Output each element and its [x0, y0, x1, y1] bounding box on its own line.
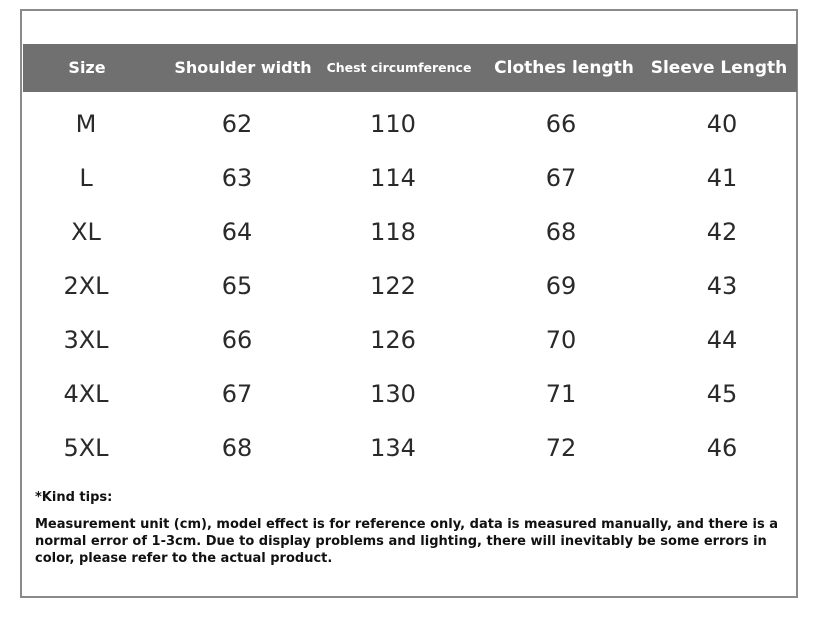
tips-body: Measurement unit (cm), model effect is for reference only, data is measured manually, and there is a normal error of 1-3cm. Due to display problems and lighting, there will inevitably be some errors in color, please refer to the actual product.: [35, 517, 778, 566]
cell-size: 4XL: [63, 380, 109, 408]
cell-size: L: [79, 164, 93, 192]
table-row: [22, 313, 796, 367]
table-row: [22, 151, 796, 205]
cell-shoulder-width: 66: [221, 326, 253, 354]
cell-sleeve-length: 45: [706, 380, 738, 408]
cell-size: M: [75, 110, 97, 138]
table-row: [22, 97, 796, 151]
cell-clothes-length: 68: [545, 218, 577, 246]
header-chest-circumference: Chest circumference: [326, 60, 472, 75]
cell-clothes-length: 71: [545, 380, 577, 408]
table-header: [23, 44, 797, 92]
cell-chest-circumference: 130: [370, 380, 416, 408]
cell-chest-circumference: 126: [370, 326, 416, 354]
cell-sleeve-length: 43: [706, 272, 738, 300]
cell-clothes-length: 67: [545, 164, 577, 192]
cell-size: 5XL: [63, 434, 109, 462]
cell-chest-circumference: 114: [370, 164, 416, 192]
cell-size: 2XL: [63, 272, 109, 300]
cell-sleeve-length: 42: [706, 218, 738, 246]
cell-clothes-length: 70: [545, 326, 577, 354]
cell-chest-circumference: 134: [370, 434, 416, 462]
cell-sleeve-length: 46: [706, 434, 738, 462]
cell-shoulder-width: 64: [221, 218, 253, 246]
cell-shoulder-width: 67: [221, 380, 253, 408]
table-row: [22, 205, 796, 259]
cell-size: 3XL: [63, 326, 109, 354]
cell-size: XL: [71, 218, 101, 246]
cell-chest-circumference: 118: [370, 218, 416, 246]
cell-shoulder-width: 65: [221, 272, 253, 300]
cell-sleeve-length: 44: [706, 326, 738, 354]
cell-sleeve-length: 41: [706, 164, 738, 192]
header-size: Size: [68, 58, 106, 77]
size-chart-frame: [20, 9, 798, 598]
cell-sleeve-length: 40: [706, 110, 738, 138]
cell-clothes-length: 72: [545, 434, 577, 462]
header-shoulder-width: Shoulder width: [174, 58, 312, 77]
cell-clothes-length: 66: [545, 110, 577, 138]
tips-title: *Kind tips:: [35, 490, 113, 505]
table-row: [22, 421, 796, 475]
header-clothes-length: Clothes length: [494, 58, 634, 78]
table-row: [22, 259, 796, 313]
header-sleeve-length: Sleeve Length: [650, 58, 788, 78]
cell-shoulder-width: 63: [221, 164, 253, 192]
cell-chest-circumference: 122: [370, 272, 416, 300]
cell-shoulder-width: 62: [221, 110, 253, 138]
cell-chest-circumference: 110: [370, 110, 416, 138]
cell-shoulder-width: 68: [221, 434, 253, 462]
cell-clothes-length: 69: [545, 272, 577, 300]
table-row: [22, 367, 796, 421]
